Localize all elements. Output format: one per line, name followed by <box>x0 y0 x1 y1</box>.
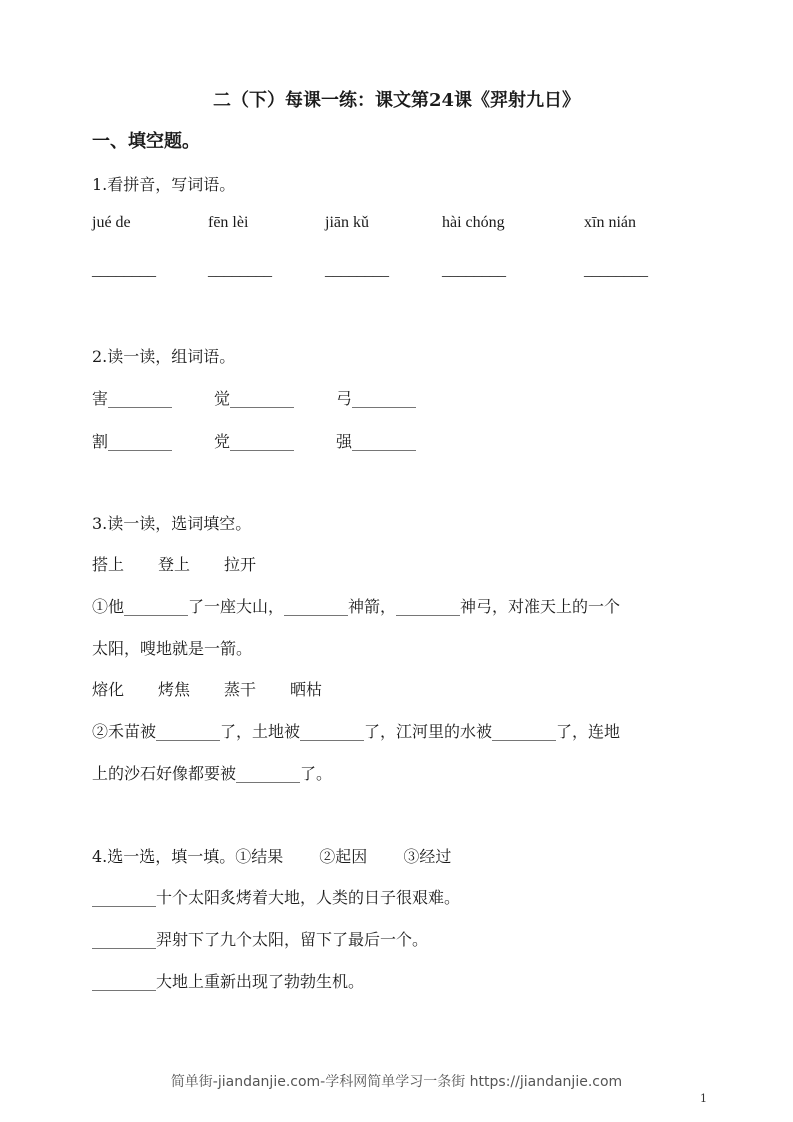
option-process: ③经过 <box>403 847 452 866</box>
option-cause: ②起因 <box>319 847 368 866</box>
word-group-gong[interactable]: 弓________ <box>336 389 417 408</box>
fill-line-2[interactable]: ________羿射下了九个太阳，留下了最后一个。 <box>92 930 429 949</box>
word-group-qiang[interactable]: 强________ <box>336 432 417 451</box>
section-heading: 一、填空题。 <box>92 131 200 152</box>
sentence-2-line-2[interactable]: 上的沙石好像都要被________了。 <box>92 764 333 783</box>
word-option: 拉开 <box>224 555 257 574</box>
option-result: ①结果 <box>235 847 284 866</box>
word-option: 登上 <box>158 555 191 574</box>
word-group-ge[interactable]: 割________ <box>92 432 173 451</box>
word-option: 晒枯 <box>290 680 323 699</box>
word-option: 蒸干 <box>224 680 257 699</box>
pinyin-2: fēn lèi <box>208 214 249 231</box>
question-2-heading: 2.读一读，组词语。 <box>92 347 236 366</box>
question-3-heading: 3.读一读，选词填空。 <box>92 514 252 533</box>
pinyin-1: jué de <box>92 214 131 231</box>
question-4-heading <box>92 844 451 867</box>
answer-blank-3[interactable]: ________ <box>325 262 389 279</box>
question-1-heading: 1.看拼音，写词语。 <box>92 175 236 194</box>
word-group-dang[interactable]: 党________ <box>214 432 295 451</box>
question-4-text: 4.选一选，填一填。 <box>92 847 236 866</box>
answer-blank-2[interactable]: ________ <box>208 262 272 279</box>
sentence-2-line-1[interactable]: ②禾苗被________了，土地被________了，江河里的水被________了，连地 <box>92 722 621 741</box>
pinyin-4: hài chóng <box>442 214 505 231</box>
page-number: 1 <box>700 1092 707 1105</box>
answer-blank-1[interactable]: ________ <box>92 262 156 279</box>
answer-blank-4[interactable]: ________ <box>442 262 506 279</box>
answer-blank-5[interactable]: ________ <box>584 262 648 279</box>
fill-line-1[interactable]: ________十个太阳炙烤着大地，人类的日子很艰难。 <box>92 888 461 907</box>
pinyin-3: jiān kǔ <box>325 214 369 231</box>
sentence-1-line-1[interactable]: ①他________了一座大山，________神箭，________神弓，对准天上的一个 <box>92 597 621 616</box>
word-option: 烤焦 <box>158 680 191 699</box>
page-title: 二（下）每课一练：课文第24课《羿射九日》 <box>212 90 581 111</box>
word-group-jue[interactable]: 觉________ <box>214 389 295 408</box>
footer-watermark: 简单街-jiandanjie.com-学科网简单学习一条街 https://jiandanjie.com <box>170 1074 623 1090</box>
word-option: 熔化 <box>92 680 125 699</box>
fill-line-3[interactable]: ________大地上重新出现了勃勃生机。 <box>92 972 365 991</box>
word-group-hai[interactable]: 害________ <box>92 389 173 408</box>
word-option: 搭上 <box>92 555 125 574</box>
sentence-1-line-2: 太阳，嗖地就是一箭。 <box>92 639 253 658</box>
pinyin-5: xīn nián <box>584 214 636 231</box>
